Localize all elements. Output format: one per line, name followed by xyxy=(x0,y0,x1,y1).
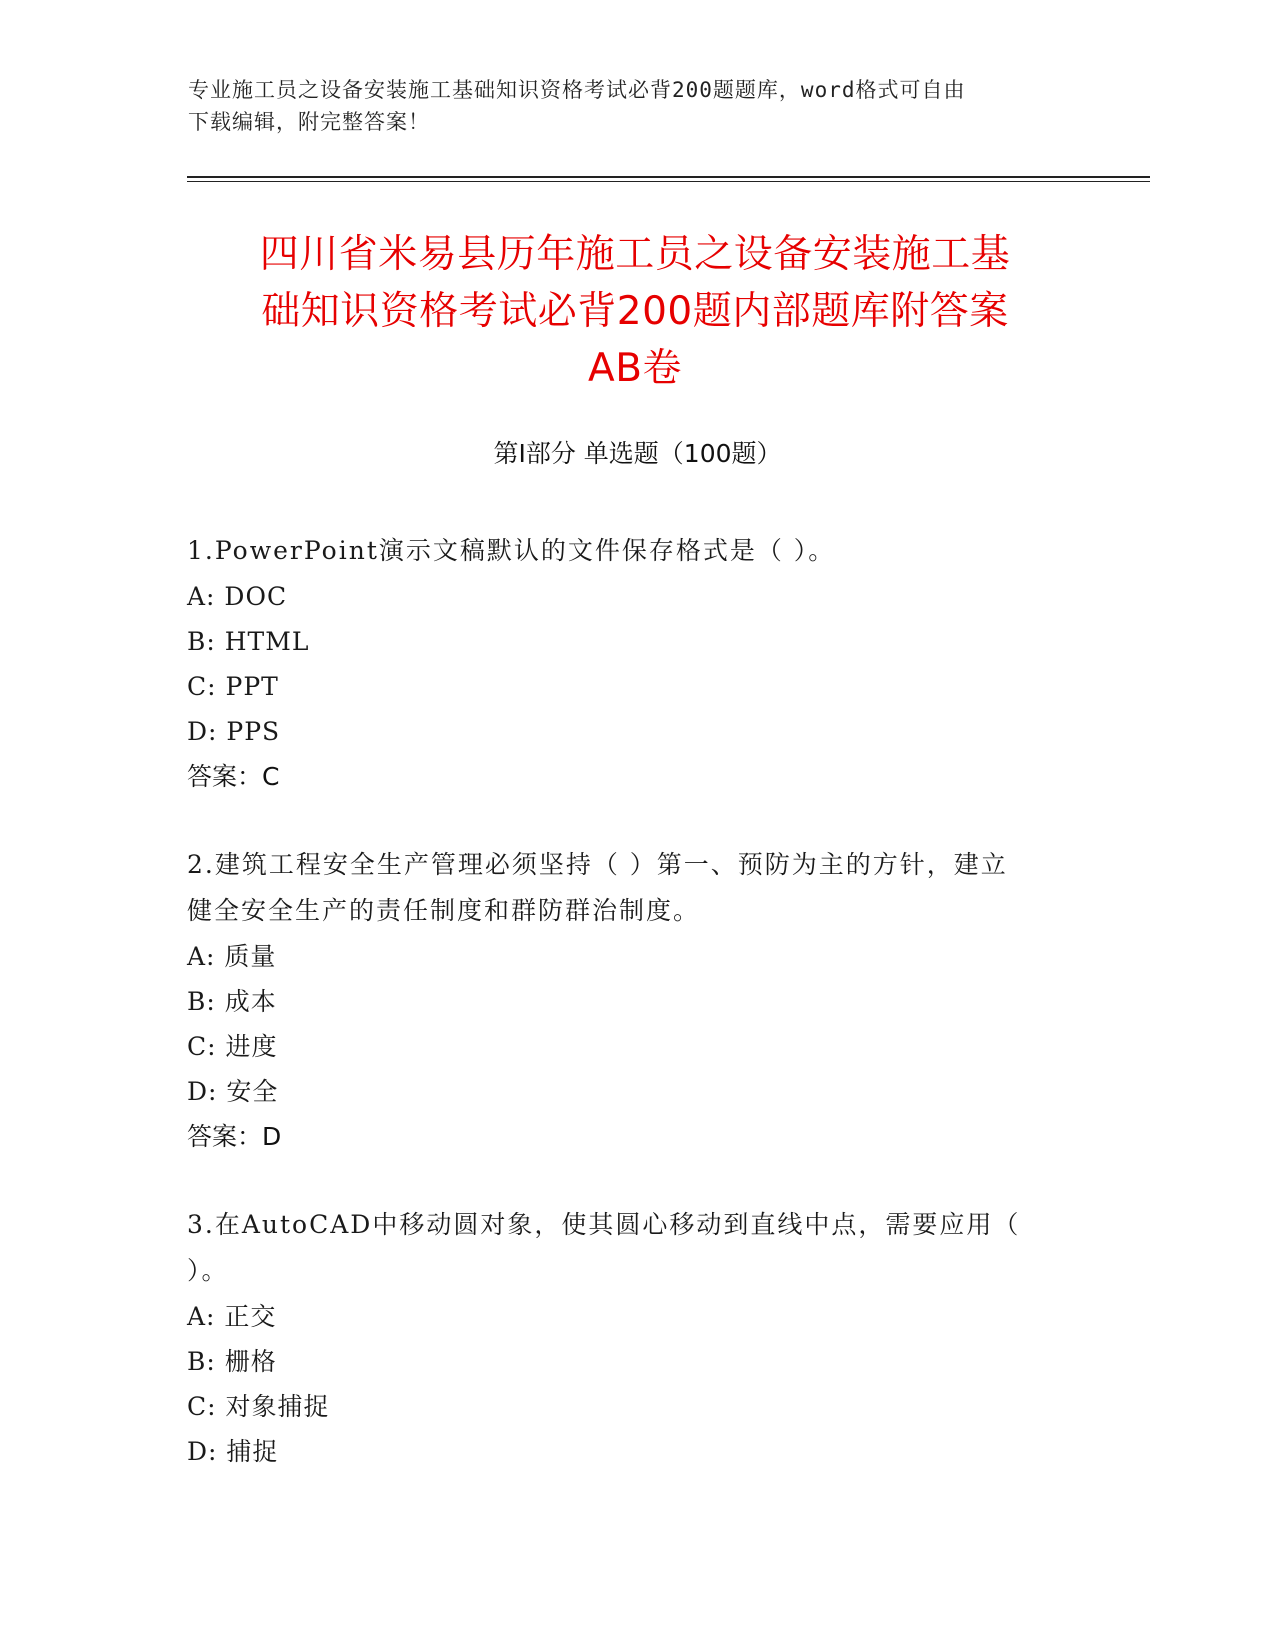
option-a: A: 正交 xyxy=(187,1302,277,1331)
question-stem-continued: 健全安全生产的责任制度和群防群治制度。 xyxy=(187,896,701,925)
document-title-line1: 四川省米易县历年施工员之设备安装施工基 xyxy=(259,232,1011,277)
section-title: 第Ⅰ部分 单选题（100题） xyxy=(493,439,782,468)
option-b: B: HTML xyxy=(187,627,310,656)
document-title xyxy=(180,226,1090,397)
question-stem-continued: ）。 xyxy=(187,1256,229,1285)
question-1 xyxy=(187,528,1077,800)
question-stem: 1.PowerPoint演示文稿默认的文件保存格式是（ ）。 xyxy=(187,536,836,565)
question-list xyxy=(187,528,1077,1516)
question-3 xyxy=(187,1202,1077,1474)
question-stem: 2.建筑工程安全生产管理必须坚持（ ）第一、预防为主的方针，建立 xyxy=(187,850,1008,879)
option-d: D: 安全 xyxy=(187,1077,279,1106)
header-note xyxy=(188,74,1068,138)
option-d: D: 捕捉 xyxy=(187,1437,279,1466)
option-c: C: 进度 xyxy=(187,1032,278,1061)
question-stem: 3.在AutoCAD中移动圆对象，使其圆心移动到直线中点，需要应用（ xyxy=(187,1210,1021,1239)
document-title-line2: 础知识资格考试必背200题内部题库附答案 xyxy=(261,289,1009,334)
header-divider-thin xyxy=(187,181,1150,182)
option-d: D: PPS xyxy=(187,717,281,746)
option-c: C: PPT xyxy=(187,672,279,701)
question-answer: 答案：C xyxy=(187,762,280,791)
question-answer: 答案：D xyxy=(187,1122,282,1151)
header-note-line2: 下载编辑，附完整答案！ xyxy=(188,110,430,134)
option-b: B: 成本 xyxy=(187,987,277,1016)
option-c: C: 对象捕捉 xyxy=(187,1392,330,1421)
header-divider-thick xyxy=(187,176,1150,178)
option-a: A: 质量 xyxy=(187,942,277,971)
question-2 xyxy=(187,842,1077,1160)
option-b: B: 栅格 xyxy=(187,1347,277,1376)
document-title-line3: AB卷 xyxy=(588,346,682,391)
option-a: A: DOC xyxy=(187,582,288,611)
header-note-line1: 专业施工员之设备安装施工基础知识资格考试必背200题题库，word格式可自由 xyxy=(188,78,966,102)
